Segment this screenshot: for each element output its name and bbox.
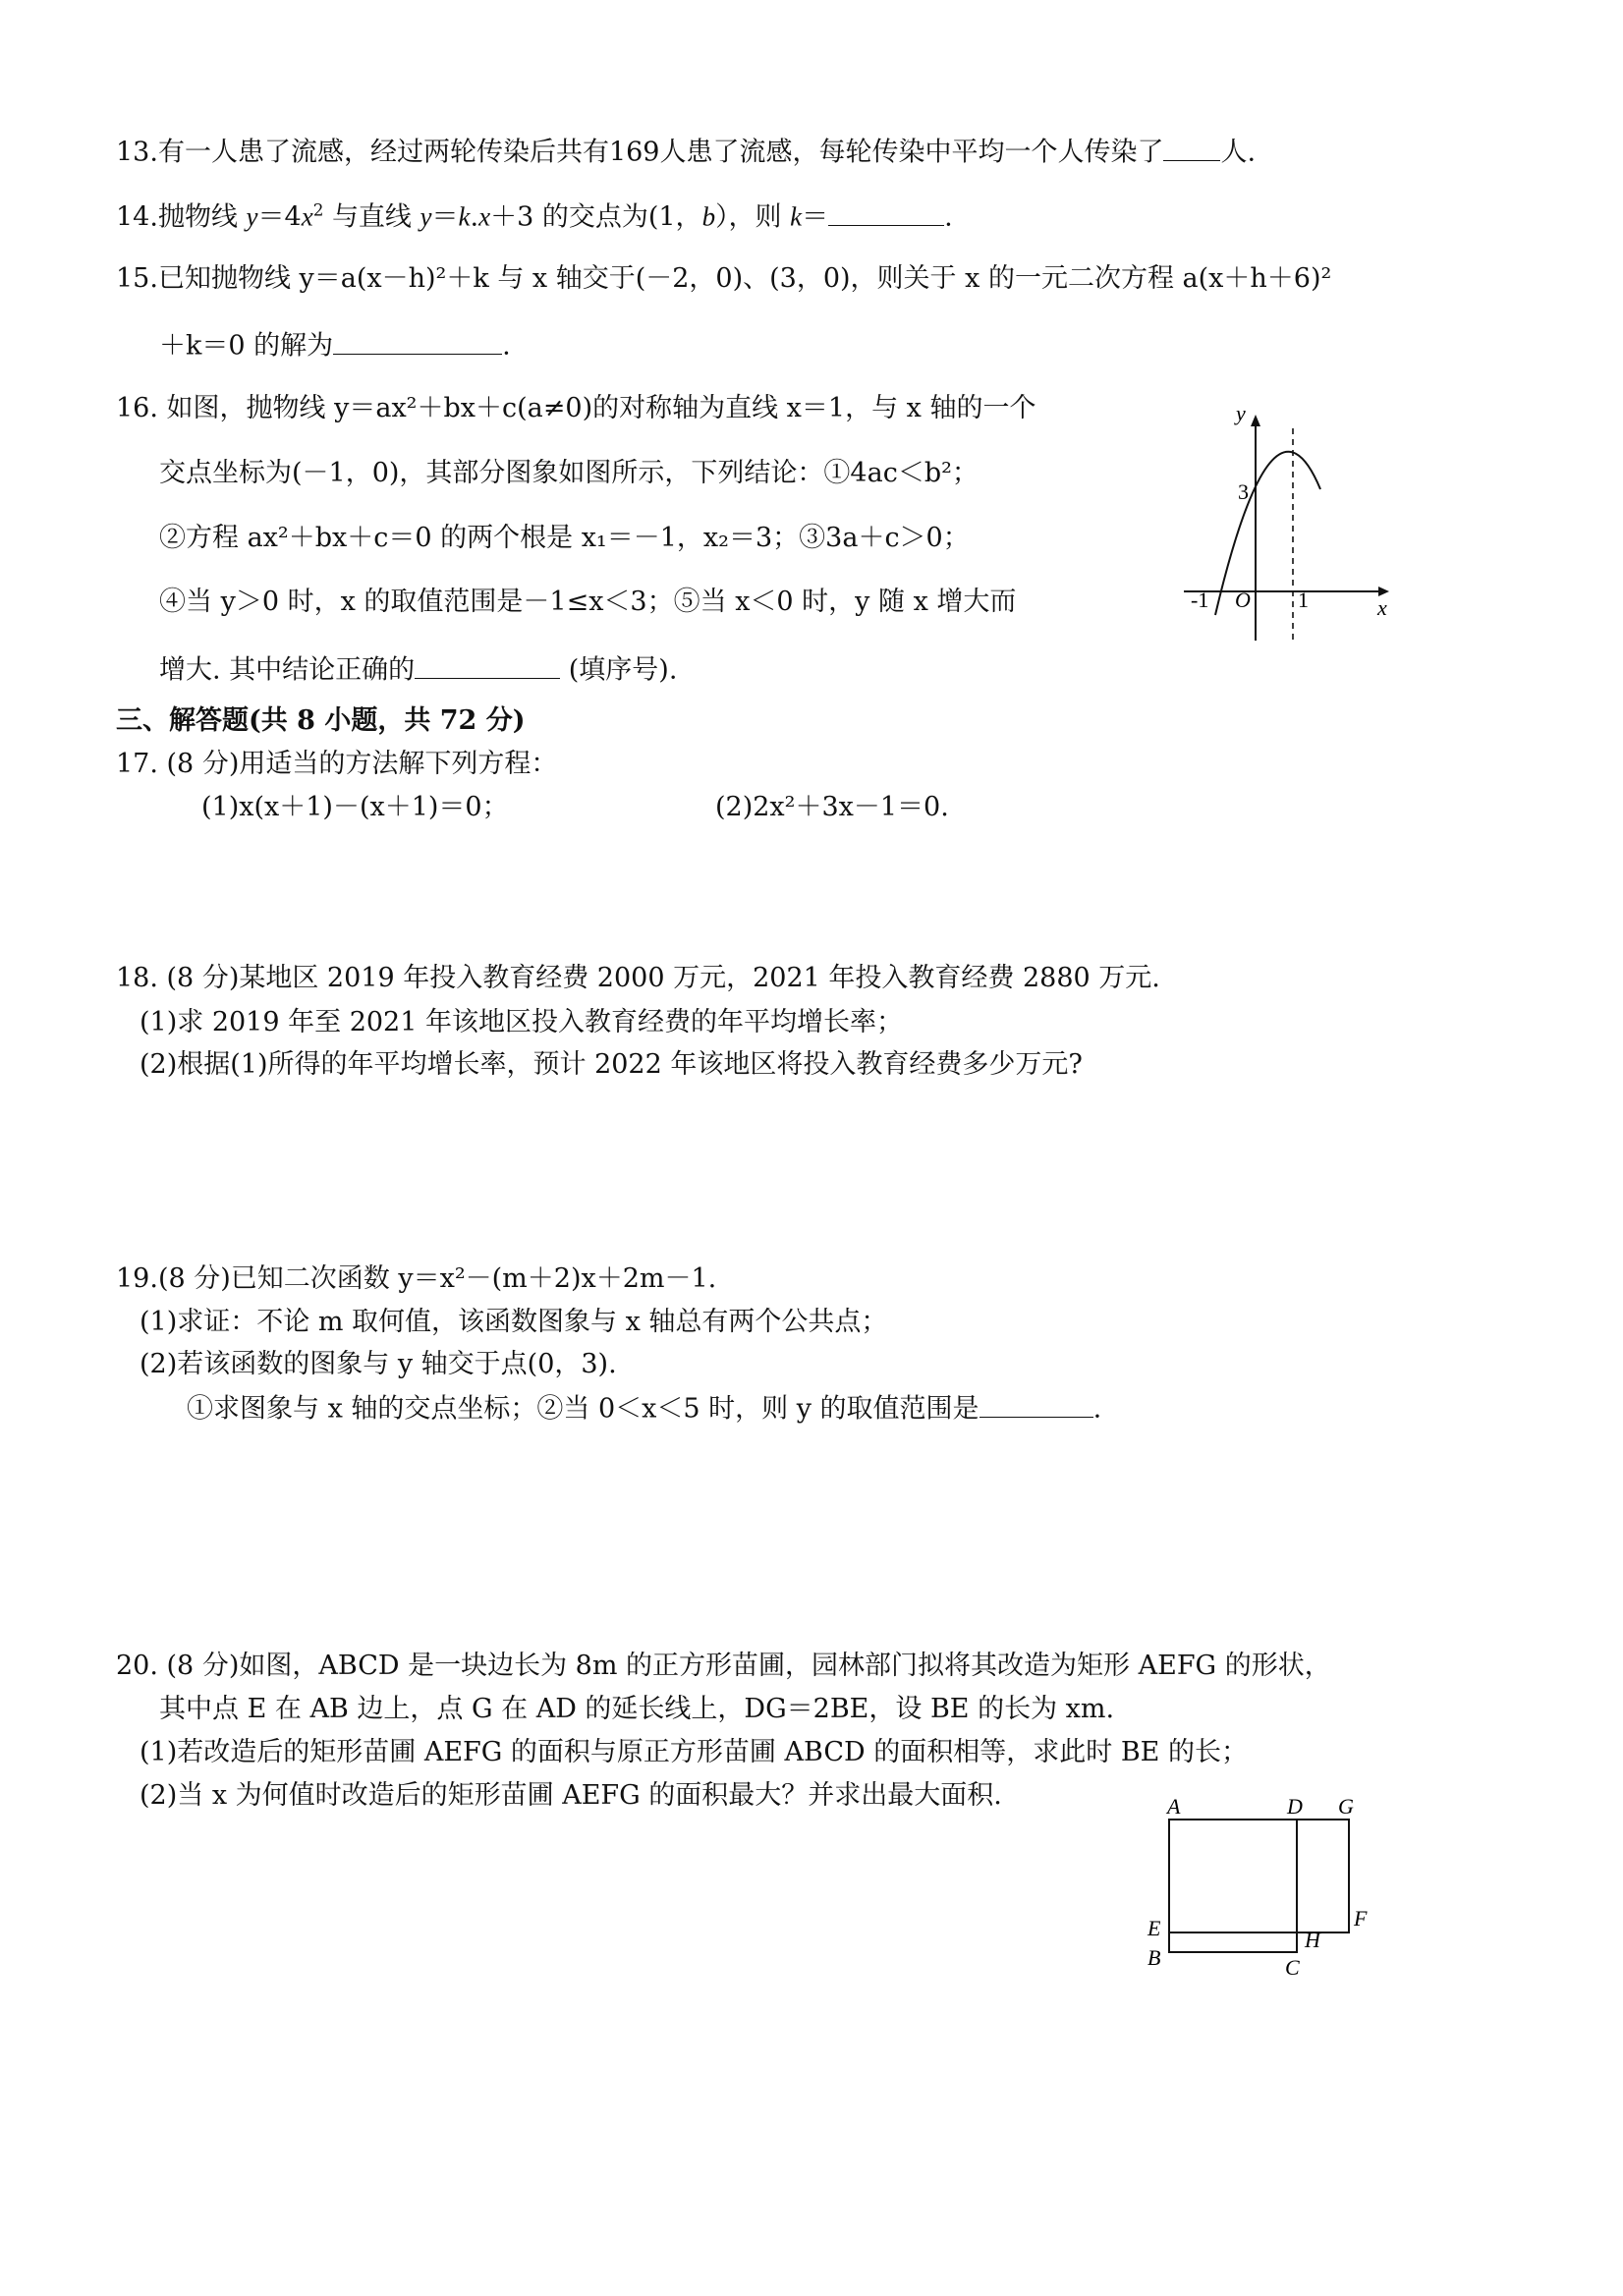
q16-line2: 交点坐标为(－1，0)，其部分图象如图所示，下列结论：①4ac＜b²； bbox=[159, 458, 979, 488]
rectangle-aefg bbox=[1169, 1820, 1349, 1932]
q16-answer-blank bbox=[415, 652, 560, 679]
q16-line1: 16. 如图，抛物线 y＝ax²＋bx＋c(a≠0)的对称轴为直线 x＝1，与 x 轴的一个 bbox=[116, 393, 1036, 423]
label-d: D bbox=[1287, 1794, 1303, 1819]
q19-part3-text: ①求图象与 x 轴的交点坐标；②当 0＜x＜5 时，则 y 的取值范围是 bbox=[187, 1393, 979, 1425]
q13-text: 13.有一人患了流感，经过两轮传染后共有169人患了流感，每轮传染中平均一个人传染了 bbox=[116, 137, 1164, 168]
q19-part3 bbox=[187, 1391, 1101, 1426]
q13-tail: 人. bbox=[1220, 137, 1257, 168]
q19-answer-blank bbox=[979, 1391, 1093, 1418]
q18-part1: (1)求 2019 年至 2021 年该地区投入教育经费的年平均增长率； bbox=[140, 1007, 904, 1037]
q16-parabola-figure bbox=[1169, 393, 1405, 648]
q14-text-d: ），则 bbox=[715, 201, 791, 233]
q15-line2 bbox=[159, 328, 511, 363]
q15-answer-blank bbox=[333, 328, 502, 355]
q17-title: 17. (8 分)用适当的方法解下列方程： bbox=[116, 749, 558, 779]
q13-answer-blank bbox=[1163, 135, 1220, 161]
y-intercept-label: 3 bbox=[1238, 479, 1249, 504]
label-a: A bbox=[1167, 1794, 1181, 1819]
q13-line bbox=[116, 135, 1256, 169]
q19-tail: . bbox=[1092, 1393, 1102, 1425]
y-axis-arrow-icon bbox=[1251, 415, 1260, 426]
label-e: E bbox=[1147, 1916, 1161, 1940]
label-c: C bbox=[1285, 1955, 1300, 1980]
origin-label: O bbox=[1235, 588, 1251, 612]
q14-line: 14.抛物线 $y=4x^2$ 与直线 y＝k.x＋3 的交点为(1，b），则 k＝ . bbox=[116, 199, 953, 233]
root-label: -1 bbox=[1191, 588, 1209, 612]
q18-part2: (2)根据(1)所得的年平均增长率，预计 2022 年该地区将投入教育经费多少万元? bbox=[140, 1049, 1083, 1080]
q16-line3: ②方程 ax²＋bx＋c＝0 的两个根是 x₁＝－1，x₂＝3；③3a＋c＞0； bbox=[159, 523, 970, 553]
q19-title: 19.(8 分)已知二次函数 y＝x²－(m＋2)x＋2m－1. bbox=[116, 1263, 717, 1294]
q16-line5 bbox=[159, 652, 677, 687]
q20-line1: 20. (8 分)如图，ABCD 是一块边长为 8m 的正方形苗圃，园林部门拟将其改造为矩形 AEFG 的形状， bbox=[116, 1651, 1331, 1681]
q19-part1: (1)求证：不论 m 取何值，该函数图象与 x 轴总有两个公共点； bbox=[140, 1307, 888, 1337]
q19-part2: (2)若该函数的图象与 y 轴交于点(0，3). bbox=[140, 1349, 617, 1379]
q16-tail: (填序号). bbox=[560, 654, 678, 686]
q14-text-c: 的交点为(1， bbox=[533, 201, 702, 233]
q17-part1: (1)x(x＋1)－(x＋1)＝0； bbox=[201, 792, 509, 822]
q20-line2: 其中点 E 在 AB 边上，点 G 在 AD 的延长线上，DG＝2BE，设 BE 的长为 xm. bbox=[159, 1694, 1115, 1724]
q20-part1: (1)若改造后的矩形苗圃 AEFG 的面积与原正方形苗圃 ABCD 的面积相等，求此时 BE 的长； bbox=[140, 1737, 1248, 1767]
q15-line1: 15.已知抛物线 y＝a(x－h)²＋k 与 x 轴交于(－2，0)、(3，0)，则关于 x 的一元二次方程 a(x＋h＋6)² bbox=[116, 263, 1332, 294]
q14-text-b: 与直线 bbox=[331, 201, 420, 233]
label-b: B bbox=[1147, 1945, 1161, 1970]
q15-text: ＋k＝0 的解为 bbox=[159, 330, 334, 362]
q16-text: 增大. 其中结论正确的 bbox=[159, 654, 416, 686]
q14-answer-blank bbox=[828, 199, 944, 226]
q18-title: 18. (8 分)某地区 2019 年投入教育经费 2000 万元，2021 年投入教育经费 2880 万元. bbox=[116, 963, 1160, 993]
x-axis-label: x bbox=[1377, 595, 1387, 620]
label-h: H bbox=[1305, 1928, 1320, 1952]
q16-line4: ④当 y＞0 时，x 的取值范围是－1≤x＜3；⑤当 x＜0 时，y 随 x 增大而 bbox=[159, 587, 1017, 617]
label-g: G bbox=[1338, 1794, 1354, 1819]
q14-tail: . bbox=[944, 201, 953, 233]
label-f: F bbox=[1354, 1906, 1368, 1931]
q15-tail: . bbox=[502, 330, 511, 362]
section-title: 三、解答题(共 8 小题，共 72 分) bbox=[116, 705, 526, 736]
q14-text-a: 14.抛物线 bbox=[116, 201, 247, 233]
q17-part2: (2)2x²＋3x－1＝0. bbox=[715, 792, 949, 822]
q20-rectangle-figure bbox=[1140, 1788, 1385, 1985]
x-one-label: 1 bbox=[1298, 588, 1309, 612]
q20-part2: (2)当 x 为何值时改造后的矩形苗圃 AEFG 的面积最大？并求出最大面积. bbox=[140, 1780, 1002, 1811]
y-axis-label: y bbox=[1236, 401, 1246, 425]
